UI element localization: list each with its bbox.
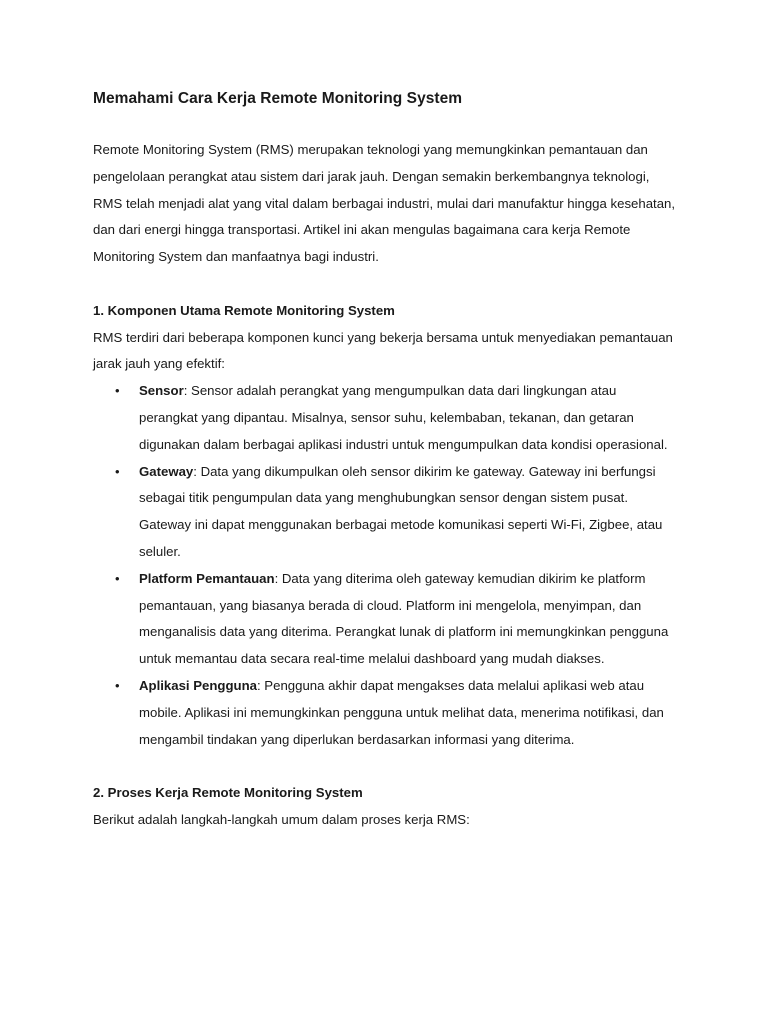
list-item-term: Aplikasi Pengguna [139, 677, 257, 693]
list-item-user-app [115, 673, 678, 753]
list-item-text: : Data yang diterima oleh gateway kemudian dikirim ke platform pemantauan, yang biasanya berada di cloud. Platform ini mengelola, menyimpan, dan menganalisis data yang diterima. Perangkat lunak di platform ini memungkinkan pengguna untuk memantau data secara real-time melalui dashboard yang mudah diakses. [139, 570, 669, 667]
paragraph-spacer [93, 753, 678, 780]
page-title: Memahami Cara Kerja Remote Monitoring System [93, 90, 463, 107]
list-item-term: Platform Pemantauan [139, 570, 275, 586]
list-item-text: : Pengguna akhir dapat mengakses data melalui aplikasi web atau mobile. Aplikasi ini memungkinkan pengguna untuk melihat data, menerima notifikasi, dan mengambil tindakan yang diperlukan berdasarkan informasi yang diterima. [139, 677, 664, 747]
bullet-icon: • [115, 383, 120, 399]
list-item-term: Sensor [139, 383, 184, 399]
bullet-icon: • [115, 570, 120, 586]
section-2-heading: 2. Proses Kerja Remote Monitoring System [93, 785, 363, 801]
list-item-text: : Sensor adalah perangkat yang mengumpulkan data dari lingkungan atau perangkat yang dipantau. Misalnya, sensor suhu, kelembaban, tekanan, dan getaran digunakan dalam berbagai aplikasi industri untuk mengumpulkan data kondisi operasional. [139, 383, 668, 452]
list-item-text: : Data yang dikumpulkan oleh sensor dikirim ke gateway. Gateway ini berfungsi sebagai titik pengumpulan data yang menghubungkan sensor dengan sistem pusat. Gateway ini dapat menggunakan berbagai metode komunikasi seperti Wi-Fi, Zigbee, atau seluler. [139, 463, 663, 559]
section-2-lead: Berikut adalah langkah-langkah umum dalam proses kerja RMS: [93, 811, 470, 827]
paragraph-spacer [93, 271, 678, 298]
bullet-icon: • [115, 677, 120, 693]
component-list [93, 378, 678, 753]
section-1-lead: RMS terdiri dari beberapa komponen kunci yang bekerja bersama untuk menyediakan pemantauan jarak jauh yang efektif: [93, 329, 673, 372]
list-item-gateway [115, 459, 678, 566]
list-item-platform [115, 566, 678, 673]
section-1-heading: 1. Komponen Utama Remote Monitoring System [93, 302, 395, 318]
list-item-term: Gateway [139, 463, 194, 479]
bullet-icon: • [115, 463, 120, 479]
intro-paragraph: Remote Monitoring System (RMS) merupakan teknologi yang memungkinkan pemantauan dan pengelolaan perangkat atau sistem dari jarak jauh. Dengan semakin berkembangnya teknologi, RMS telah menjadi alat yang vital dalam berbagai industri, mulai dari manufaktur hingga kesehatan, dan dari energi hingga transportasi. Artikel ini akan mengulas bagaimana cara kerja Remote Monitoring System dan manfaatnya bagi industri. [93, 142, 676, 265]
list-item-sensor [115, 378, 678, 458]
